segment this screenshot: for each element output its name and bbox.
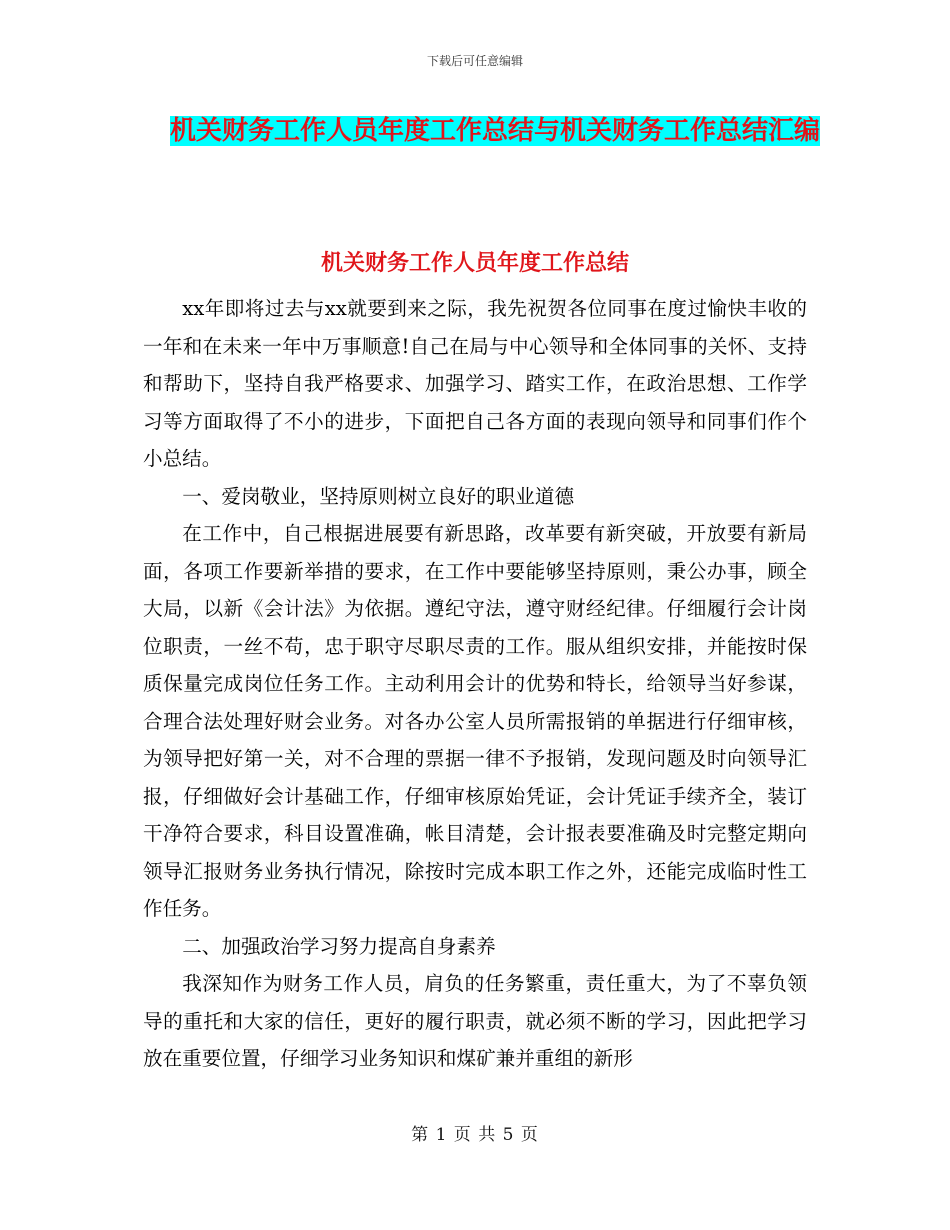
paragraph-heading: 一、爱岗敬业，坚持原则树立良好的职业道德 xyxy=(182,484,575,508)
paragraph: 在工作中，自己根据进展要有新思路，改革要有新突破，开放要有新局面，各项工作要新举措的要求，在工作中要能够坚持原则，秉公办事，顾全大局，以新《会计法》为依据。遵纪守法，遵守财经纪律。仔细履行会计岗位职责，一丝不苟，忠于职守尽职尽责的工作。服从组织安排，并能按时保质保量完成岗位任务工作。主动利用会计的优势和特长，给领导当好参谋，合理合法处理好财会业务。对各办公室人员所需报销的单据进行仔细审核，为领导把好第一关，对不合理的票据一律不予报销，发现问题及时向领导汇报，仔细做好会计基础工作，仔细审核原始凭证，会计凭证手续齐全，装订干净符合要求，科目设置准确，帐目清楚，会计报表要准确及时完整定期向领导汇报财务业务执行情况，除按时完成本职工作之外，还能完成临时性工作任务。 xyxy=(143,522,807,920)
paragraph-heading: 二、加强政治学习努力提高自身素养 xyxy=(182,934,496,958)
document-title-text: 机关财务工作人员年度工作总结与机关财务工作总结汇编 xyxy=(169,116,820,146)
document-title xyxy=(150,108,840,154)
section-title: 机关财务工作人员年度工作总结 xyxy=(320,251,629,276)
page-number-footer: 第 1 页 共 5 页 xyxy=(411,1125,539,1145)
paragraph: 我深知作为财务工作人员，肩负的任务繁重，责任重大，为了不辜负领导的重托和大家的信任，更好的履行职责，就必须不断的学习，因此把学习放在重要位置，仔细学习业务知识和煤矿兼并重组的新形 xyxy=(143,972,807,1070)
paragraph: xx年即将过去与xx就要到来之际，我先祝贺各位同事在度过愉快丰收的一年和在未来一年中万事顺意!自己在局与中心领导和全体同事的关怀、支持和帮助下，坚持自我严格要求、加强学习、踏实工作，在政治思想、工作学习等方面取得了不小的进步，下面把自己各方面的表现向领导和同事们作个小总结。 xyxy=(143,297,807,470)
header-note: 下载后可任意编辑 xyxy=(426,54,523,68)
body-text xyxy=(143,290,807,1078)
